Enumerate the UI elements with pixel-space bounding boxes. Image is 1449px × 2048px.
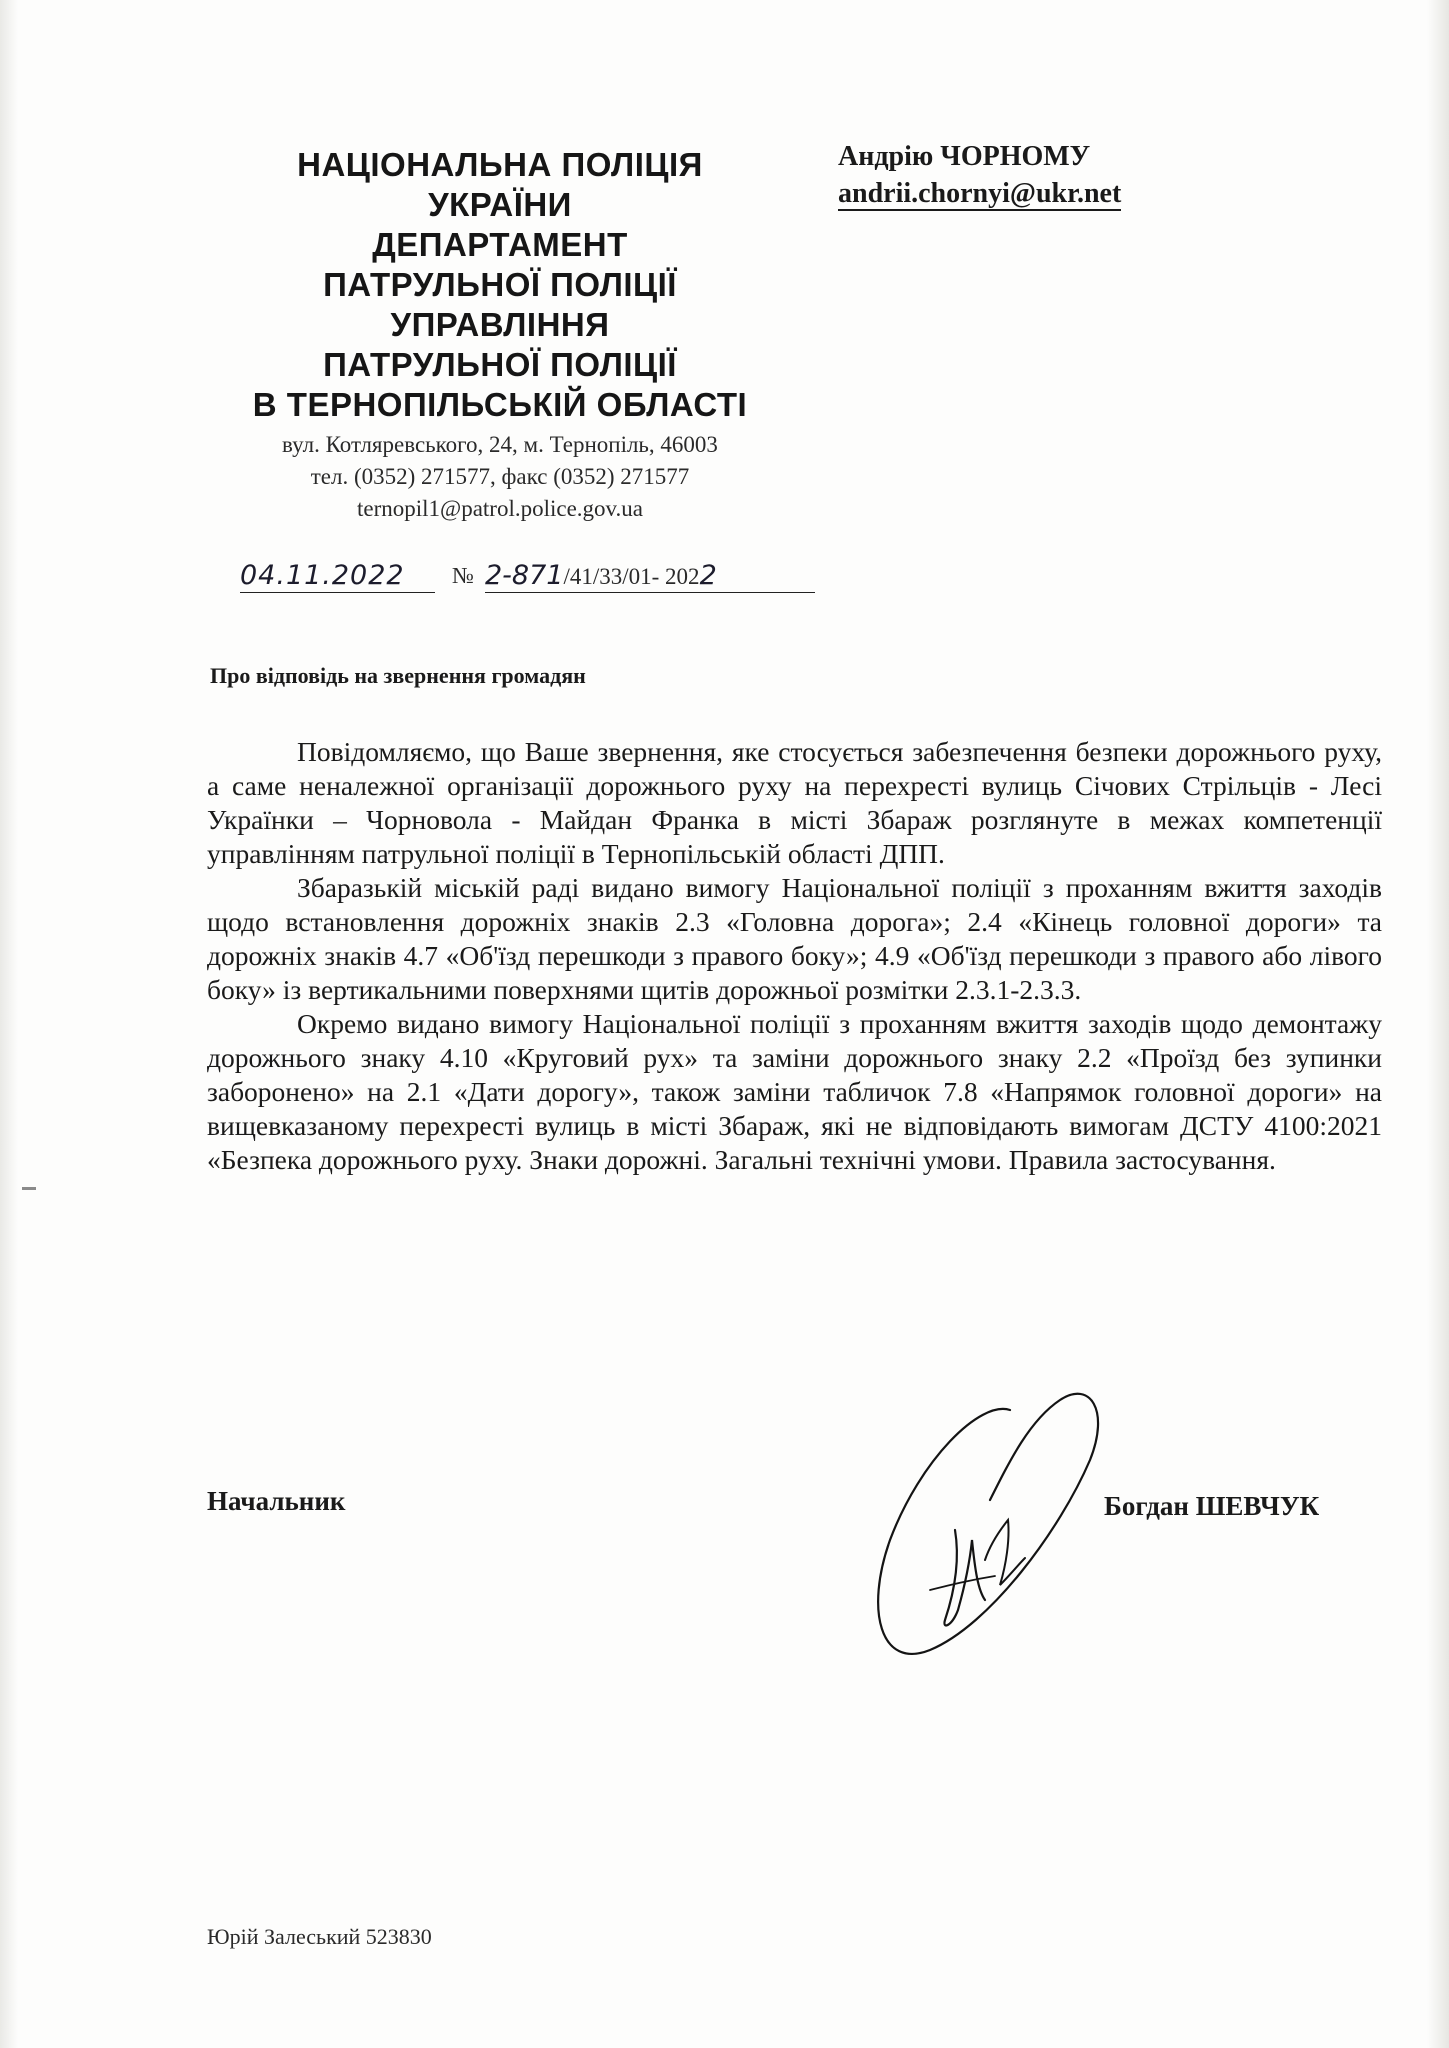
registration-number-handwritten: 2-871 <box>485 560 564 591</box>
body-paragraph: Окремо видано вимогу Національної поліції з проханням вжиття заходів щодо демонтажу дорожнього знаку 4.10 «Круговий рух» та заміни дорожнього знаку 2.2 «Проїзд без зупинки заборонено» на 2.1 «Дати дорогу», також заміни табличок 7.8 «Напрямок головної дороги» на вищевказаному перехресті вулиць в місті Збараж, які не відповідають вимогам ДСТУ 4100:2021 «Безпека дорожнього руху. Знаки дорожні. Загальні технічні умови. Правила застосування. <box>207 1008 1382 1175</box>
scan-edge-left <box>0 0 18 2048</box>
body-paragraph: Збаразькій міській раді видано вимогу Національної поліції з проханням вжиття заходів щодо встановлення дорожніх знаків 2.3 «Головна дорога»; 2.4 «Кінець головної дороги» та дорожніх знаків 4.7 «Об'їзд перешкоди з правого боку»; 4.9 «Об'їзд перешкоди з правого або лівого боку» із вертикальними поверхнями щитів дорожньої розмітки 2.3.1-2.3.3. <box>207 872 1382 1005</box>
agency-line: ПАТРУЛЬНОЇ ПОЛІЦІЇ <box>323 346 677 383</box>
scan-mark <box>22 1187 36 1190</box>
scan-edge-right <box>1427 0 1449 2048</box>
agency-email: ternopil1@patrol.police.gov.ua <box>356 496 644 521</box>
registration-number <box>485 560 815 593</box>
letterhead <box>200 145 800 525</box>
letter-body <box>207 735 1382 1177</box>
agency-phone: тел. (0352) 271577, факс (0352) 271577 <box>310 464 690 489</box>
letter-subject: Про відповідь на звернення громадян <box>210 663 586 688</box>
signer-name: Богдан ШЕВЧУК <box>1104 1491 1320 1521</box>
agency-name <box>200 145 800 425</box>
executor-contact: Юрій Залеський 523830 <box>207 1924 432 1949</box>
addressee-email: andrii.chornyi@ukr.net <box>838 178 1122 209</box>
signer-title: Начальник <box>207 1486 346 1516</box>
body-paragraph: Повідомляємо, що Ваше звернення, яке стосується забезпечення безпеки дорожнього руху, а саме неналежної організації дорожнього руху на перехресті вулиць Січових Стрільців - Лесі Українки – Чорновола - Майдан Франка в місті Збараж розглянуте в межах компетенції управлінням патрульної поліції в Тернопільській області ДПП. <box>207 736 1382 869</box>
registration-line <box>240 560 800 596</box>
agency-line: УПРАВЛІННЯ <box>390 306 610 343</box>
agency-line: УКРАЇНИ <box>428 186 572 223</box>
registration-date: 04.11.2022 <box>240 560 435 593</box>
registration-number-label: № <box>452 563 474 588</box>
agency-line: ДЕПАРТАМЕНТ <box>372 226 628 263</box>
addressee-name: Андрію ЧОРНОМУ <box>838 141 1091 172</box>
addressee <box>838 138 1121 212</box>
registration-year-handwritten: 2 <box>699 560 717 591</box>
handwritten-signature <box>860 1380 1120 1670</box>
agency-line: В ТЕРНОПІЛЬСЬКІЙ ОБЛАСТІ <box>252 386 748 423</box>
agency-address: вул. Котляревського, 24, м. Тернопіль, 46003 <box>282 432 718 457</box>
agency-line: НАЦІОНАЛЬНА ПОЛІЦІЯ <box>297 146 703 183</box>
registration-number-printed: /41/33/01- 202 <box>563 564 700 589</box>
agency-line: ПАТРУЛЬНОЇ ПОЛІЦІЇ <box>323 266 677 303</box>
